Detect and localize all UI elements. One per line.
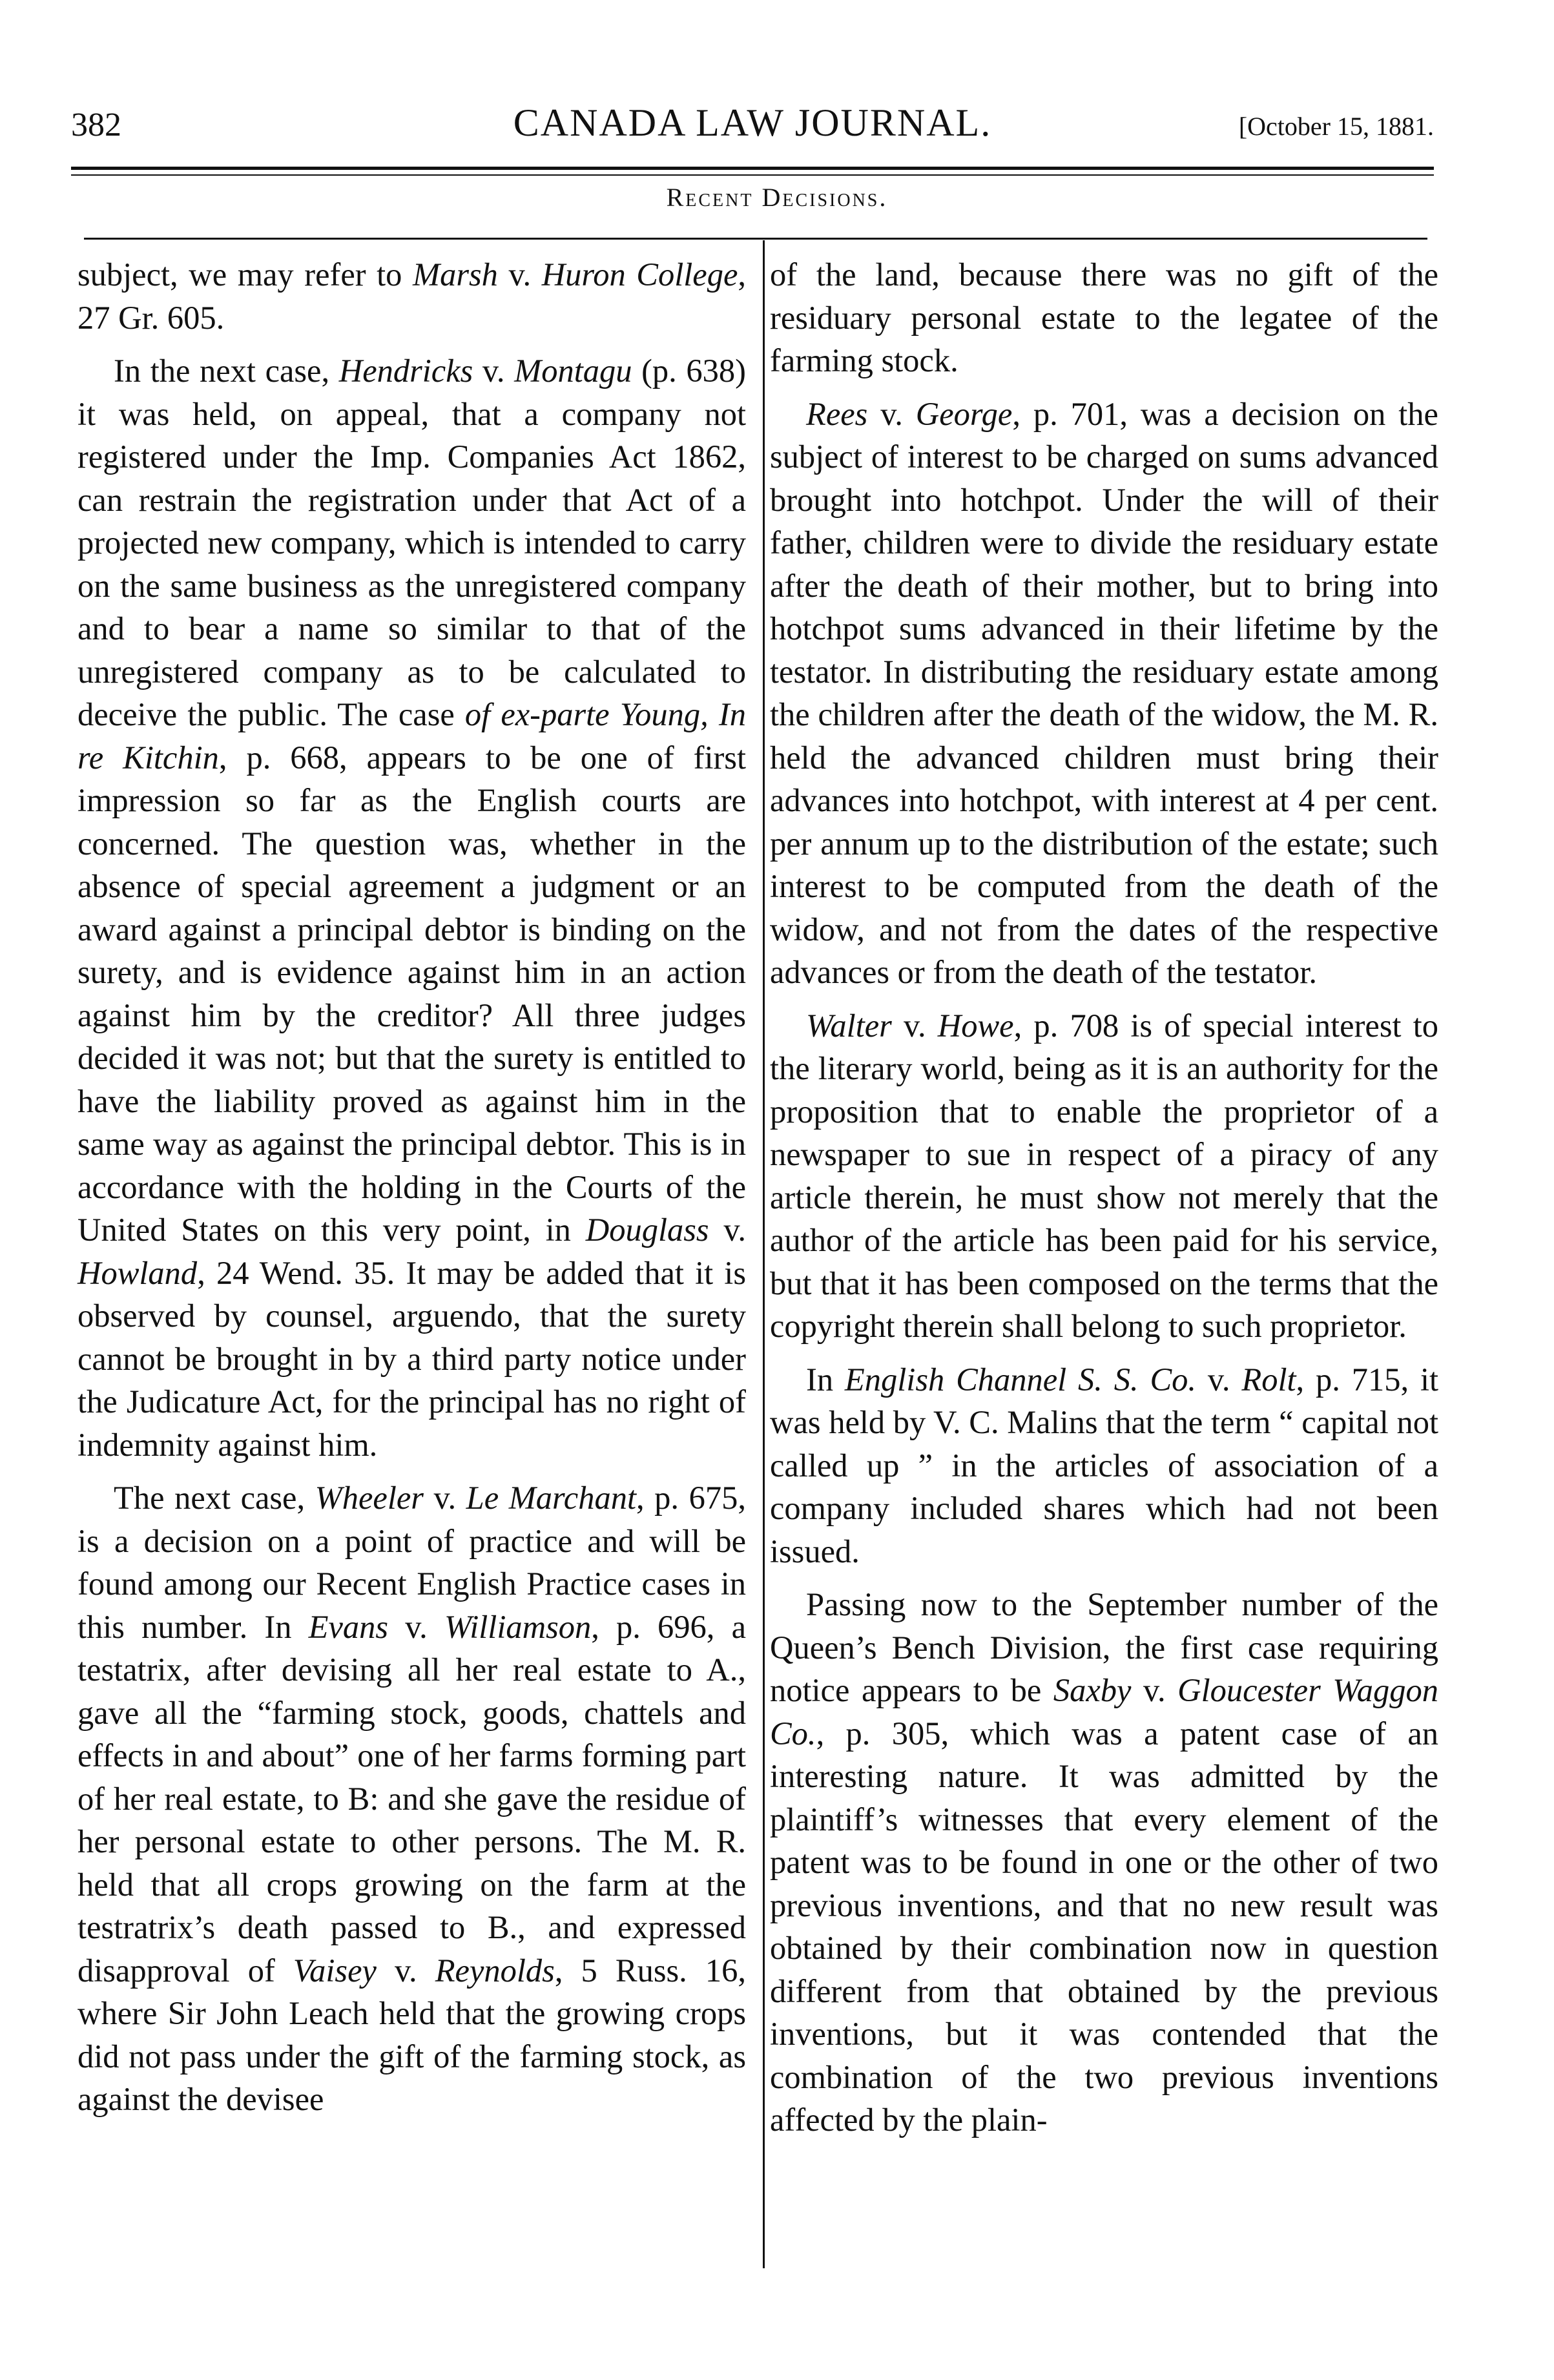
column-divider: [763, 240, 765, 2268]
page-number: 382: [71, 107, 121, 143]
section-rule: [84, 238, 1427, 240]
paragraph: The next case, Wheeler v. Le Marchant, p. 675, is a decision on a point of practice and will be found among our Recent English Practice cases in this number. In Evans v. Williamson, p. 696, a testatrix, after devising all her real estate to A., gave all the “farming stock, goods, chattels and effects in and about” one of her farms forming part of her real estate, to B: and she gave the residue of her personal estate to other persons. The M. R. held that all crops growing on the farm at the testratrix’s death passed to B., and expressed disapproval of Vaisey v. Reynolds, 5 Russ. 16, where Sir John Leach held that the growing crops did not pass under the gift of the farming stock, as against the devisee: [78, 1480, 746, 2117]
journal-title: CANADA LAW JOURNAL.: [513, 101, 992, 144]
paragraph: In English Channel S. S. Co. v. Rolt, p. 715, it was held by V. C. Malins that the term “ capital not called up ” in the articles of association of a company included shares which had not been issued.: [770, 1361, 1439, 1569]
paragraph: Rees v. George, p. 701, was a decision on the subject of interest to be charged on sums advanced brought into hotchpot. Under the will of their father, children were to divide the residuary estate after the death of their mother, but to bring into hotchpot sums advanced in their lifetime by the testator. In distributing the residuary estate among the children after the death of the widow, the M. R. held the advanced children must bring their advances into hotchpot, with interest at 4 per cent. per annum up to the distribution of the estate; such interest to be computed from the death of the widow, and not from the dates of the respective advances or from the death of the testator.: [770, 395, 1438, 990]
paragraph: In the next case, Hendricks v. Montagu (p. 638) it was held, on appeal, that a company not registered under the Imp. Companies Act 1862, can restrain the registration under that Act of a projected new company, which is intended to carry on the same business as the unregistered company and to bear a name so similar to that of the unregistered company as to be calculated to deceive the public. The case of ex-parte Young, In re Kitchin, p. 668, appears to be one of first impression so far as the English courts are concerned. The question was, whether in the absence of special agreement a judgment or an award against a principal debtor is binding on the surety, and is evidence against him in an action against him by the creditor? All three judges decided it was not; but that the surety is entitled to have the liability proved as against him in the same way as against the principal debtor. This is in accordance with the holding in the Courts of the United States on this very point, in Douglass v. Howland, 24 Wend. 35. It may be added that it is observed by counsel, arguendo, that the surety cannot be brought in by a third party notice under the Judicature Act, for the principal has no right of indemnity against him.: [78, 353, 746, 1463]
header-rule-thin: [71, 174, 1434, 176]
section-heading: Recent Decisions.: [666, 183, 888, 212]
paragraph: of the land, because there was no gift of the residuary personal estate to the legatee of the farming stock.: [770, 256, 1438, 378]
header-rule-thick: [71, 167, 1434, 170]
running-header: [71, 97, 1434, 155]
issue-date: [October 15, 1881.: [1238, 112, 1434, 141]
paragraph: Walter v. Howe, p. 708 is of special interest to the literary world, being as it is an authority for the proposition that to enable the proprietor of a newspaper to sue in respect of a piracy of any article therein, he must show not merely that the author of the article has been paid for his service, but that it has been composed on the terms that the copyright therein shall belong to such proprietor.: [770, 1007, 1438, 1344]
paragraph: subject, we may refer to Marsh v. Huron College, 27 Gr. 605.: [78, 256, 746, 336]
right-column: [770, 253, 1438, 2152]
paragraph: Passing now to the September number of the Queen’s Bench Division, the first case requiring notice appears to be Saxby v. Gloucester Waggon Co., p. 305, which was a patent case of an interesting nature. It was admitted by the plaintiff’s witnesses that every element of the patent was to be found in one or the other of two previous inventions, and that no new result was obtained by their combination now in question different from that obtained by the previous inventions, but it was contended that the combination of the two previous inventions affected by the plain-: [770, 1586, 1438, 2138]
left-column: [78, 253, 746, 2131]
